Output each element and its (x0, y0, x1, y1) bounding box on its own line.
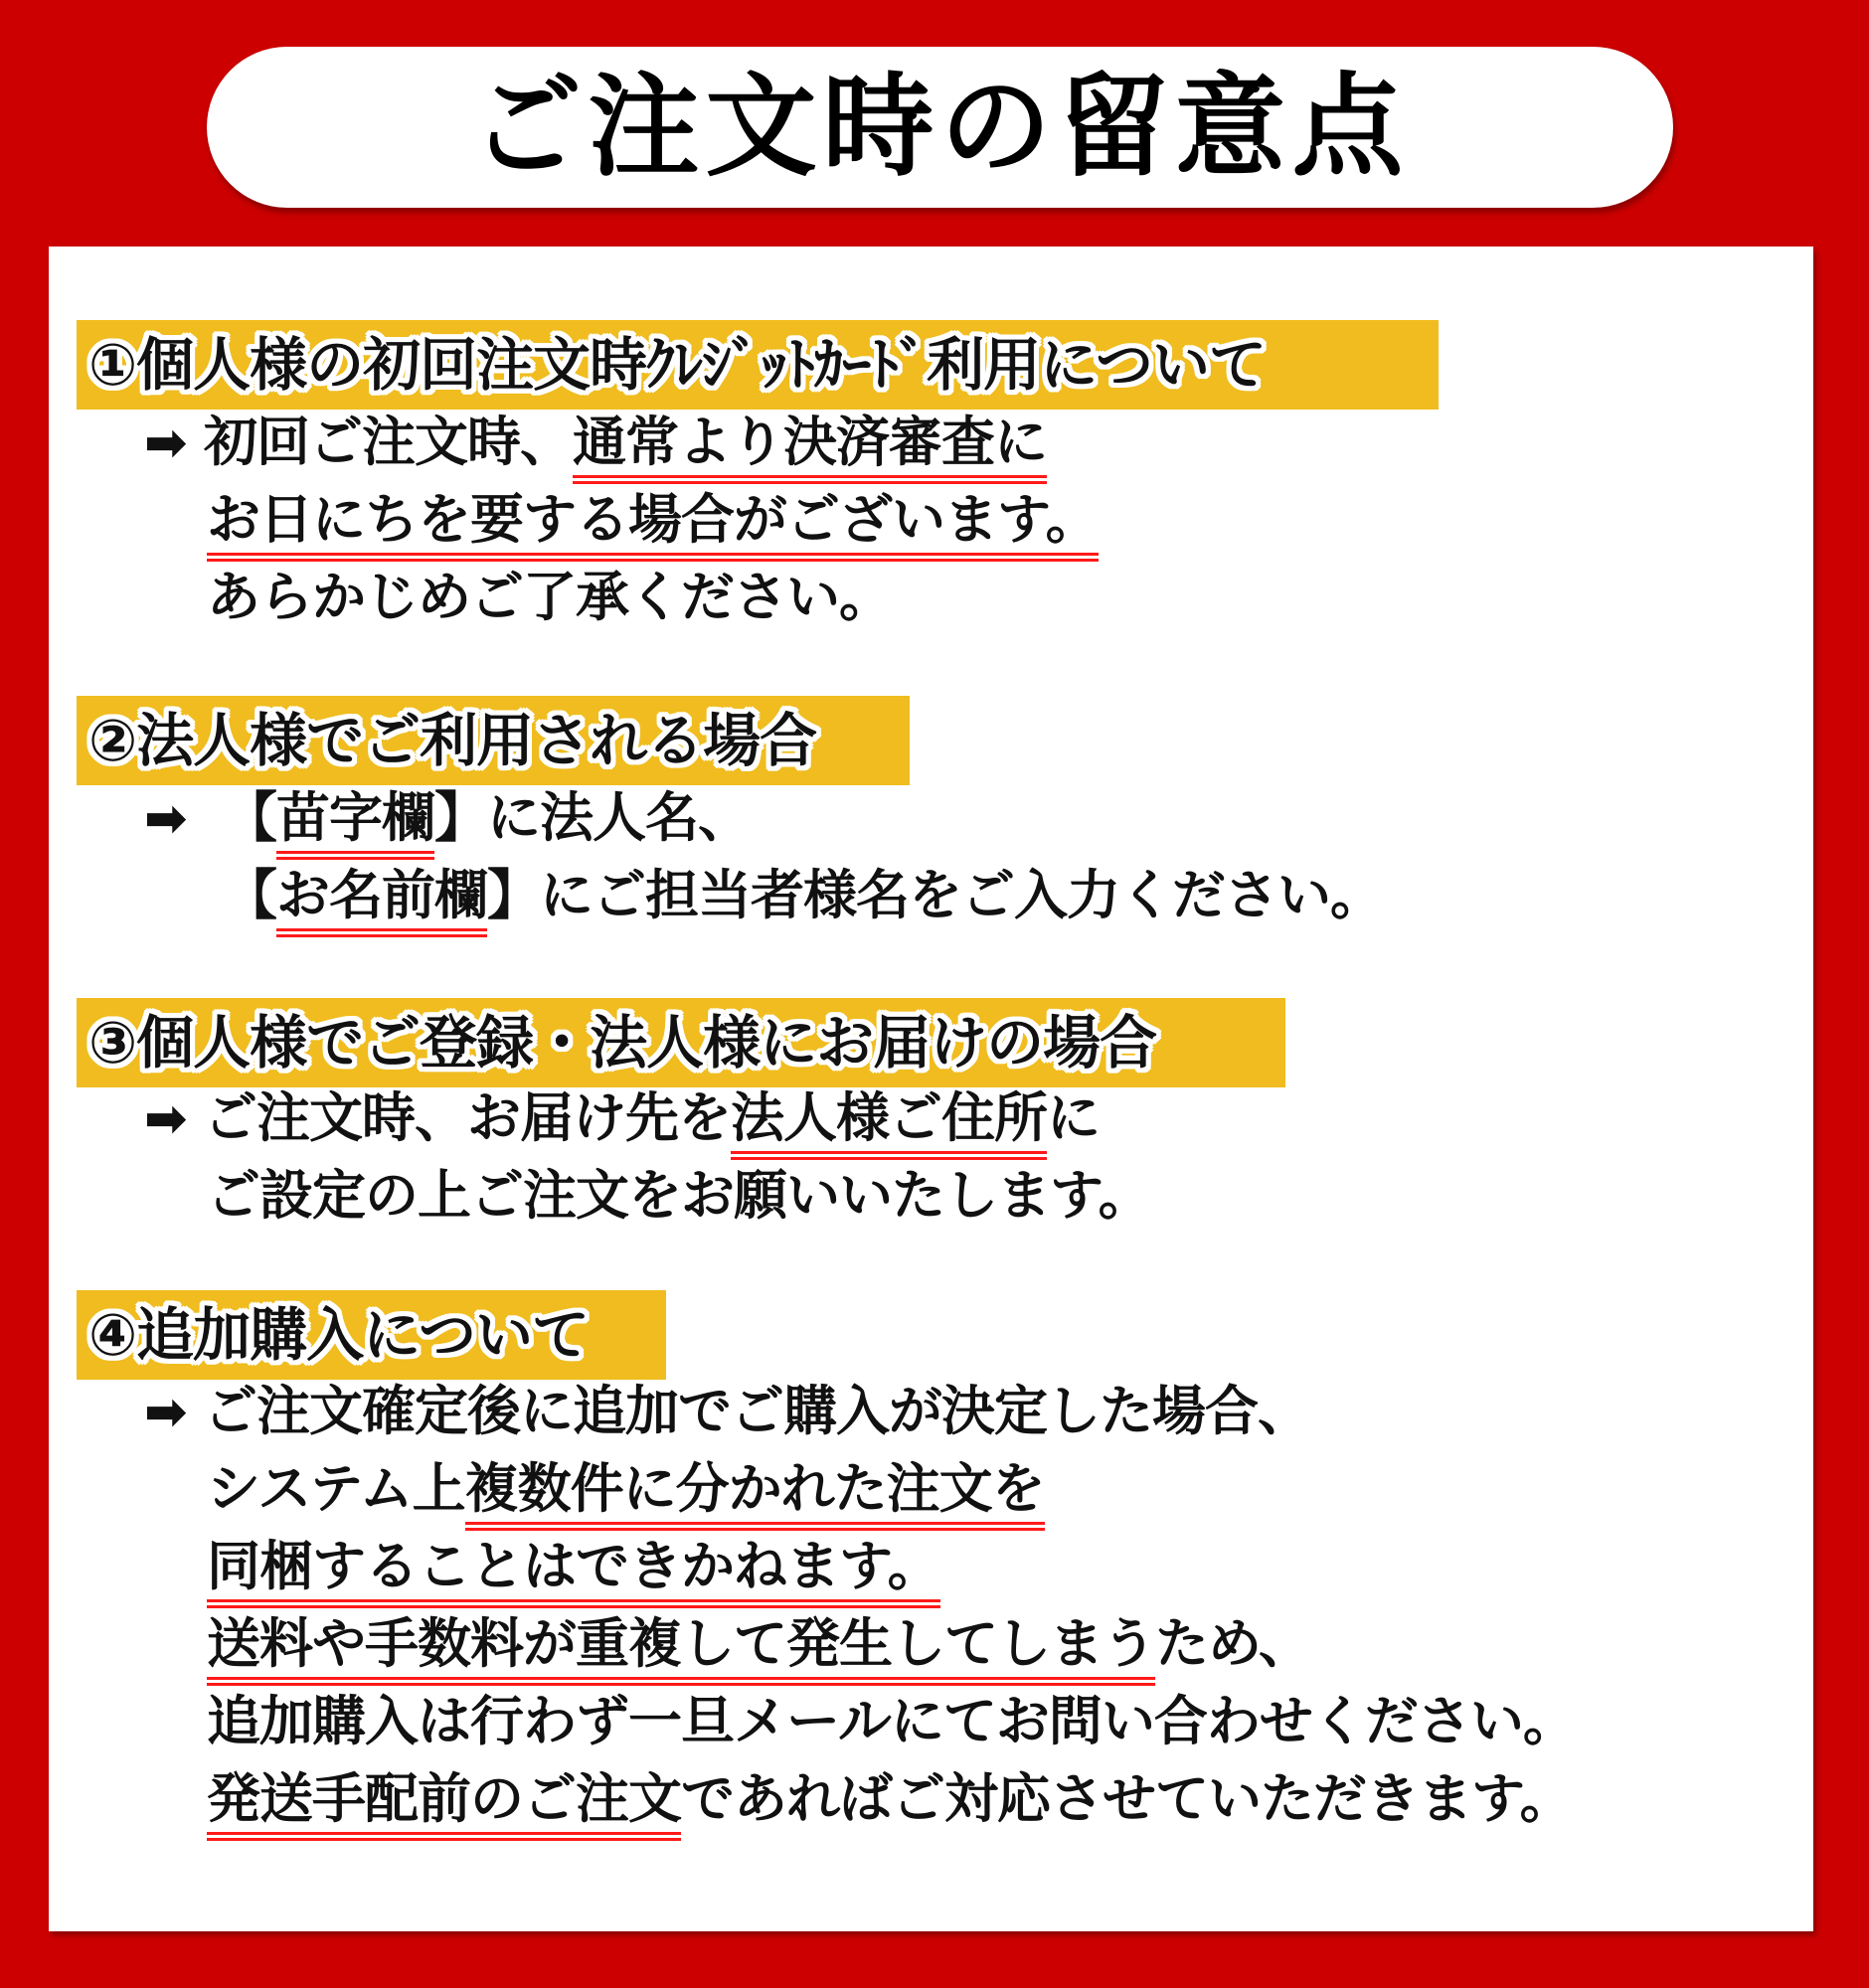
section-4-line-3 (207, 1535, 940, 1598)
section-header-credit-card (77, 320, 1439, 410)
underlined-text: 発送手配前のご注文 (207, 1767, 681, 1830)
arrow-right-icon: ➡ (144, 1089, 187, 1149)
text: あらかじめご了承ください。 (207, 566, 892, 628)
section-header-additional-purchase (77, 1290, 666, 1380)
title-banner (207, 47, 1673, 208)
page-title: ご注文時の留意点 (470, 63, 1410, 192)
text: 【 (224, 786, 276, 849)
underlined-text: 法人様ご住所 (731, 1086, 1047, 1149)
section-3-line-2 (207, 1164, 1151, 1228)
section-1-line-1 (144, 411, 1047, 474)
section-1-line-2 (207, 488, 1099, 552)
section-title: ②法人様でご利用される場合 (88, 707, 817, 774)
underlined-text: お名前欄 (276, 864, 487, 926)
underlined-text: 複数件に分かれた注文を (464, 1457, 1045, 1520)
text: ご注文確定後に追加でご購入が決定した場合、 (204, 1380, 1310, 1442)
section-3-line-1 (144, 1086, 1100, 1150)
text: 】にご担当者様名をご入力ください。 (487, 864, 1383, 926)
underlined-text: 送料や手数料が重複して発生してしまう (207, 1612, 1155, 1675)
underlined-text: お日にちを要する場合がございます。 (207, 488, 1099, 551)
underlined-text: 通常より決済審査に (573, 411, 1047, 473)
section-4-line-2 (207, 1457, 1045, 1521)
text: 初回ご注文時、 (204, 411, 573, 473)
text: 追加購入は行わず一旦メールにてお問い合わせください。 (207, 1690, 1576, 1752)
notice-panel (49, 247, 1813, 1931)
section-4-line-1 (144, 1380, 1310, 1443)
text: ご設定の上ご注文をお願いいたします。 (207, 1164, 1151, 1227)
section-header-delivery (77, 998, 1285, 1087)
arrow-right-icon: ➡ (144, 789, 187, 849)
arrow-right-icon: ➡ (144, 1383, 187, 1442)
section-1-line-3 (207, 566, 892, 629)
text: 】に法人名、 (434, 786, 751, 849)
underlined-text: 苗字欄 (276, 786, 434, 849)
section-4-line-4 (207, 1612, 1311, 1676)
text: であればご対応させていただきます。 (681, 1767, 1573, 1830)
section-title: ①個人様の初回注文時ｸﾚｼﾞｯﾄｶｰﾄﾞ利用について (88, 331, 1266, 399)
section-header-corporate (77, 696, 910, 785)
text: に (1047, 1086, 1100, 1149)
section-2-line-1 (144, 786, 751, 850)
section-title: ③個人様でご登録・法人様にお届けの場合 (88, 1009, 1157, 1077)
section-title: ④追加購入について (88, 1301, 589, 1369)
section-4-line-6 (207, 1767, 1573, 1831)
text: システム上 (207, 1457, 465, 1520)
text: ため、 (1155, 1612, 1311, 1675)
arrow-right-icon: ➡ (144, 414, 187, 473)
underlined-text: 同梱することはできかねます。 (207, 1535, 940, 1597)
section-4-line-5 (207, 1690, 1576, 1753)
section-2-line-2 (224, 864, 1383, 927)
text: ご注文時、お届け先を (204, 1086, 731, 1149)
text: 【 (224, 864, 276, 926)
